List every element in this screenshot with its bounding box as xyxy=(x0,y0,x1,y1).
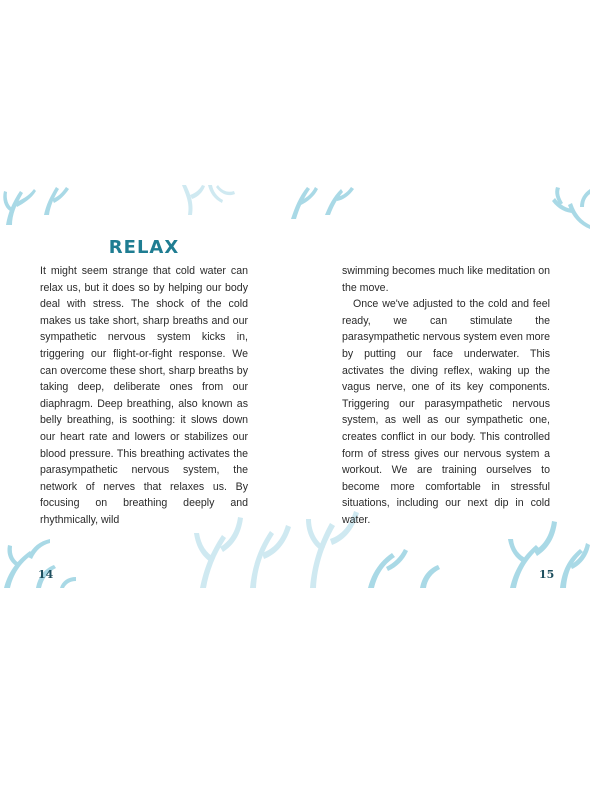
coral-icon xyxy=(530,185,590,231)
body-paragraph: swimming becomes much like meditation on the move. xyxy=(342,265,550,294)
coral-icon xyxy=(178,185,238,221)
coral-icon xyxy=(0,185,80,225)
body-paragraph: Once we've adjusted to the cold and feel ready, we can stimulate the parasympathetic nervous system even more by putting our face underwater. This activates the diving reflex, waking up the vagus nerve, one of its key components. Triggering our parasympathetic nervous system, as well as our sympathetic one, creates conflict in our body. This controlled form of stress gives our nervous system a workout. We are training ourselves to become more comfortable in stressful situations, including our next dip in cold water. xyxy=(342,298,550,526)
body-paragraph: It might seem strange that cold water can relax us, but it does so by helping our body deal with stress. The shock of the cold makes us take short, sharp breaths and our sympathetic nervous system kicks in, triggering our flight-or-fight response. We can overcome these short, sharp breaths by taking deep, deliberate ones from our diaphragm. Deep breathing, also known as belly breathing, is soothing: it slows down our heart rate and lowers or stabilizes our blood pressure. This breathing activates the parasympathetic nervous system, the network of nerves that relaxes us. By focusing on breathing deeply and rhythmically, wild xyxy=(40,265,248,526)
left-page-text xyxy=(40,263,248,529)
page-number-right: 15 xyxy=(539,568,555,581)
book-spread xyxy=(0,185,590,588)
page-title: RELAX xyxy=(108,237,180,258)
right-page-text xyxy=(342,263,550,529)
coral-icon xyxy=(285,185,355,221)
page-number-left: 14 xyxy=(38,568,54,581)
